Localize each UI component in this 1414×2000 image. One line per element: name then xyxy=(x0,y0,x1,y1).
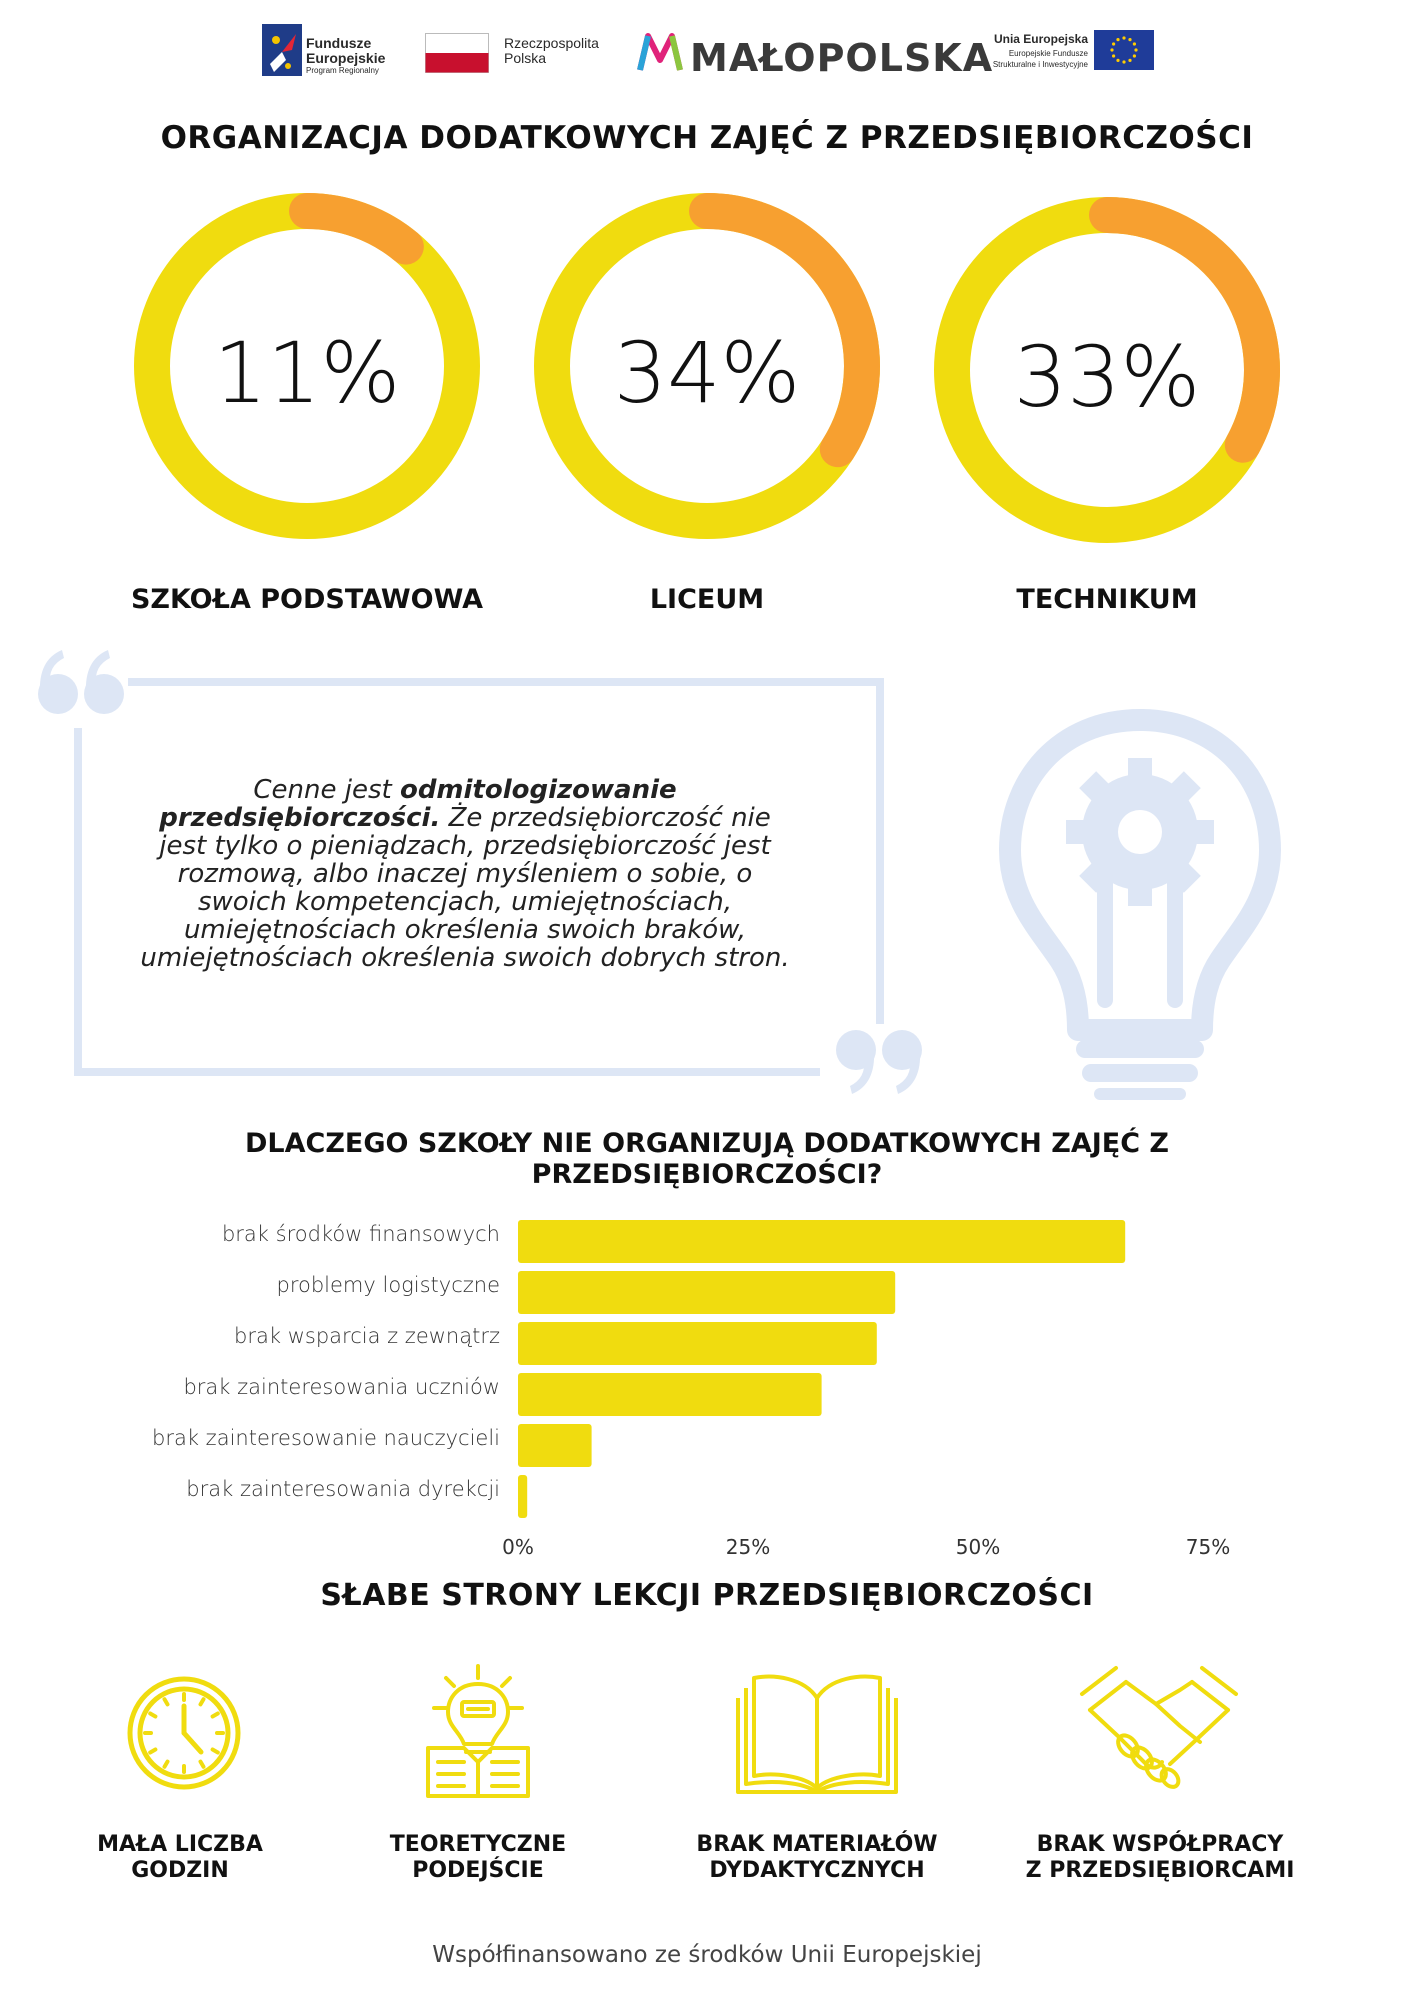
bar-0 xyxy=(518,1220,1125,1263)
tick-label-2: 50% xyxy=(955,1535,1001,1559)
clock-icon xyxy=(123,1672,245,1794)
weakness-label-3 xyxy=(1000,1832,1320,1884)
rzeczpospolita-line2: Polska xyxy=(504,50,547,66)
bar-4 xyxy=(518,1424,592,1467)
weakness-0-line2: GODZIN xyxy=(131,1858,229,1883)
ring-1 xyxy=(552,211,862,521)
tick-label-3: 75% xyxy=(1185,1535,1231,1559)
weakness-label-1 xyxy=(318,1832,638,1884)
malopolska-m-icon xyxy=(636,30,684,74)
ring-2-label: TECHNIKUM xyxy=(1016,584,1198,615)
tick-label-1: 25% xyxy=(725,1535,771,1559)
footer-cofinanced: Współfinansowano ze środków Unii Europejskiej xyxy=(432,1942,982,1968)
weakness-1-line1: TEORETYCZNE xyxy=(389,1832,567,1857)
quote-text xyxy=(135,776,795,972)
ring-0-percent: 11% xyxy=(213,324,401,422)
weakness-label-0 xyxy=(20,1832,340,1884)
weakness-3-line2: Z PRZEDSIĘBIORCAMI xyxy=(1025,1858,1295,1883)
fundusze-line3: Program Regionalny xyxy=(306,66,379,75)
quote-text-post: Że przedsiębiorczość nie jest tylko o pieniądzach, przedsiębiorczość jest rozmową, albo inaczej myśleniem o sobie, o swoich kompetencjach, umiejętnościach, umiejętnościach określenia swoich braków, umiejętnościach określenia swoich dobrych stron. xyxy=(140,803,790,973)
fundusze-europejskie-logo xyxy=(262,24,302,76)
ring-charts xyxy=(0,180,1414,560)
polish-flag-icon xyxy=(425,33,489,73)
chart-title: DLACZEGO SZKOŁY NIE ORGANIZUJĄ DODATKOWYCH ZAJĘĆ Z PRZEDSIĘBIORCZOŚCI? xyxy=(245,1128,1169,1190)
bar-1 xyxy=(518,1271,895,1314)
ring-0-label: SZKOŁA PODSTAWOWA xyxy=(130,584,484,615)
ring-2-percent: 33% xyxy=(1013,328,1201,426)
open-quote-icon xyxy=(38,650,124,714)
ring-1-label: LICEUM xyxy=(649,584,765,615)
fundusze-line1: Fundusze xyxy=(306,35,372,51)
weakness-2-line1: BRAK MATERIAŁÓW xyxy=(696,1832,938,1857)
bar-label-2: brak wsparcia z zewnątrz xyxy=(234,1324,500,1348)
bar-3 xyxy=(518,1373,822,1416)
bar-label-5: brak zainteresowania dyrekcji xyxy=(186,1477,500,1501)
quote-text-pre: Cenne jest xyxy=(253,775,400,805)
weaknesses-title: SŁABE STRONY LEKCJI PRZEDSIĘBIORCZOŚCI xyxy=(320,1578,1094,1613)
bar-5 xyxy=(518,1475,527,1518)
ring-2 xyxy=(952,215,1262,525)
weakness-1-line2: PODEJŚCIE xyxy=(412,1858,544,1883)
bar-label-4: brak zainteresowanie nauczycieli xyxy=(152,1426,500,1450)
bar-label-0: brak środków finansowych xyxy=(221,1222,500,1246)
malopolska-word: MAŁOPOLSKA xyxy=(690,36,994,80)
ue-line1: Unia Europejska xyxy=(993,32,1088,46)
ring-1-percent: 34% xyxy=(613,324,801,422)
weakness-label-2 xyxy=(657,1832,977,1884)
eu-flag-icon xyxy=(1094,30,1154,70)
weakness-3-line1: BRAK WSPÓŁPRACY xyxy=(1036,1832,1284,1857)
ue-line3: Strukturalne i Inwestycyjne xyxy=(992,60,1088,69)
rzeczpospolita-line1: Rzeczpospolita xyxy=(504,35,599,51)
bar-2 xyxy=(518,1322,877,1365)
handshake-icon xyxy=(1076,1660,1242,1790)
close-quote-icon xyxy=(836,1030,922,1094)
weakness-2-line2: DYDAKTYCZNYCH xyxy=(709,1858,925,1883)
ue-line2: Europejskie Fundusze xyxy=(1008,49,1088,58)
bar-label-3: brak zainteresowania uczniów xyxy=(183,1375,500,1399)
quote-text-bold: odmitologizowanie przedsiębiorczości. xyxy=(159,775,677,833)
bar-chart xyxy=(0,1200,1414,1520)
tick-label-0: 0% xyxy=(502,1535,534,1559)
ring-0 xyxy=(152,211,462,521)
open-book-icon xyxy=(734,1668,900,1796)
bar-label-1: problemy logistyczne xyxy=(276,1273,500,1297)
page-title: ORGANIZACJA DODATKOWYCH ZAJĘĆ Z PRZEDSIĘBIORCZOŚCI xyxy=(160,120,1254,156)
fundusze-line2: Europejskie xyxy=(306,50,386,66)
lightbulb-gear-icon xyxy=(990,700,1290,1100)
weakness-0-line1: MAŁA LICZBA xyxy=(97,1832,263,1857)
idea-book-icon xyxy=(424,1662,532,1800)
